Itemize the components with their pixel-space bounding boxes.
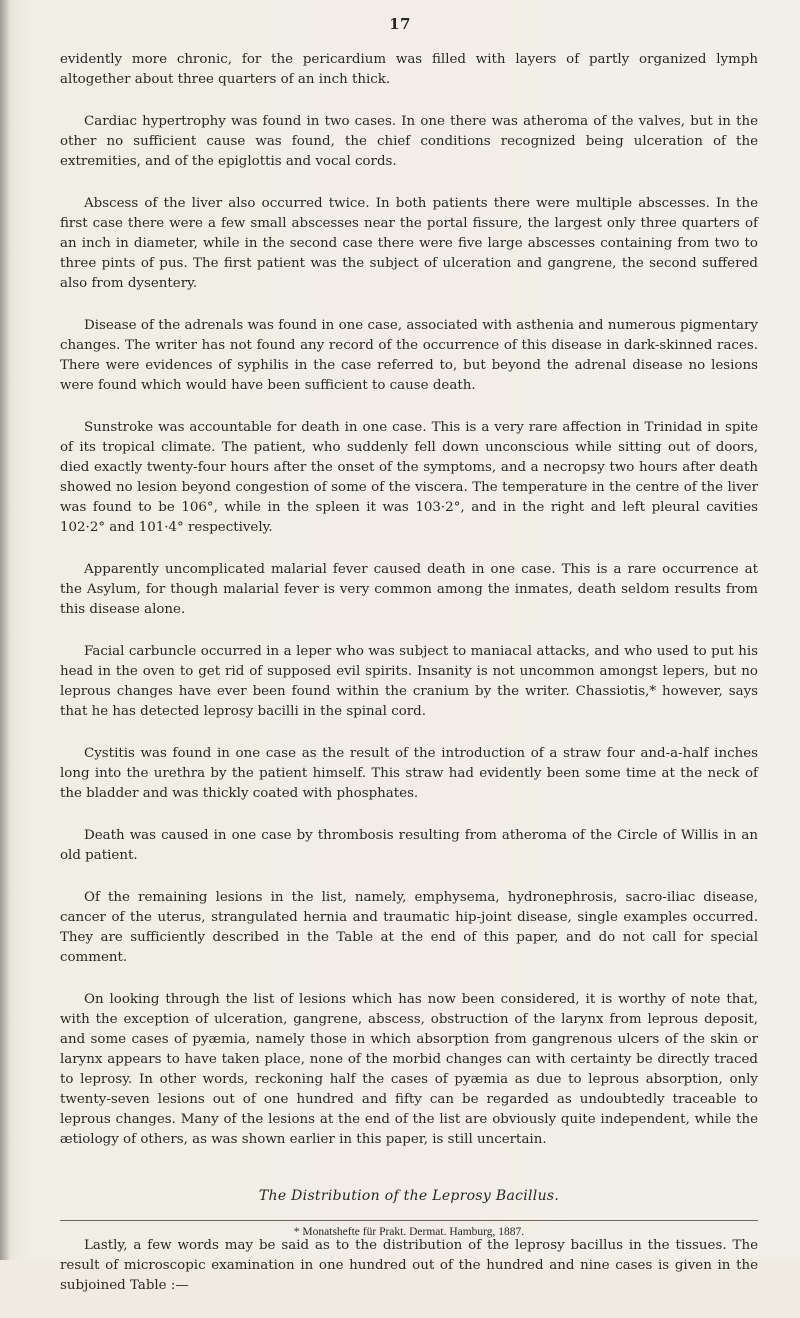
paragraph-bacillus-distribution: Lastly, a few words may be said as to the distribution of the leprosy bacillus in the tissues. The result of microscopic examination in one hundred out of the hundred and nine cases is given in the subjoined Table :—: [60, 1238, 758, 1293]
paragraph-malarial-fever: Apparently uncomplicated malarial fever caused death in one case. This is a rare occurrence at the Asylum, for though malarial fever is very common among the inmates, death seldom results from this disease alone.: [60, 562, 758, 617]
footnote: * Monatshefte für Prakt. Dermat. Hamburg, 1887.: [293, 1226, 525, 1238]
paragraph-continuation: evidently more chronic, for the pericardium was filled with layers of partly organized lymph altogether about three quarters of an inch thick.: [60, 52, 758, 87]
paragraph-lesion-summary: On looking through the list of lesions which has now been considered, it is worthy of note that, with the exception of ulceration, gangrene, abscess, obstruction of the larynx from leprous deposit, and some cases of pyæmia, namely those in which absorption from gangrenous ulcers of the skin or larynx appears to have taken place, none of the morbid changes can with certainty be directly traced to leprosy. In other words, reckoning half the cases of pyæmia as due to leprous absorption, only twenty-seven lesions out of one hundred and fifty can be regarded as undoubtedly traceable to leprous changes. Many of the lesions at the end of the list are obviously quite independent, while the ætiology of others, as was shown earlier in this paper, is still uncertain.: [60, 992, 758, 1147]
paragraph-liver-abscess: Abscess of the liver also occurred twice. In both patients there were multiple abscesses. In the first case there were a few small abscesses near the portal fissure, the largest only three quarters of an inch in diameter, while in the second case there were five large abscesses containing from two to three pints of pus. The first patient was the subject of ulceration and gangrene, the second suffered also from dysentery.: [60, 196, 758, 291]
page-number: 17: [389, 15, 411, 33]
section-heading: The Distribution of the Leprosy Bacillus.: [258, 1188, 560, 1204]
paragraph-cardiac-hypertrophy: Cardiac hypertrophy was found in two cases. In one there was atheroma of the valves, but in the other no sufficient cause was found, the chief conditions recognized being ulceration of the extremities, and of the epiglottis and vocal cords.: [60, 114, 758, 169]
paragraph-thrombosis: Death was caused in one case by thrombosis resulting from atheroma of the Circle of Willis in an old patient.: [60, 828, 758, 863]
footnote-divider: [60, 1220, 758, 1221]
paragraph-remaining-lesions: Of the remaining lesions in the list, namely, emphysema, hydronephrosis, sacro-iliac disease, cancer of the uterus, strangulated hernia and traumatic hip-joint disease, single examples occurred. They are sufficiently described in the Table at the end of this paper, and do not call for special comment.: [60, 890, 758, 965]
binding-shadow: [0, 0, 10, 1260]
paragraph-facial-carbuncle: Facial carbuncle occurred in a leper who was subject to maniacal attacks, and who used to put his head in the oven to get rid of supposed evil spirits. Insanity is not uncommon amongst lepers, but no leprous changes have ever been found within the cranium by the writer. Chassiotis,* however, says that he has detected leprosy bacilli in the spinal cord.: [60, 644, 758, 719]
paragraph-adrenals: Disease of the adrenals was found in one case, associated with asthenia and numerous pigmentary changes. The writer has not found any record of the occurrence of this disease in dark-skinned races. There were evidences of syphilis in the case referred to, but beyond the adrenal disease no lesions were found which would have been sufficient to cause death.: [60, 318, 758, 393]
paragraph-cystitis: Cystitis was found in one case as the result of the introduction of a straw four and-a-half inches long into the urethra by the patient himself. This straw had evidently been some time at the neck of the bladder and was thickly coated with phosphates.: [60, 746, 758, 801]
body-text: [60, 50, 758, 1318]
paragraph-sunstroke: Sunstroke was accountable for death in one case. This is a very rare affection in Trinidad in spite of its tropical climate. The patient, who suddenly fell down unconscious while sitting out of doors, died exactly twenty-four hours after the onset of the symptoms, and a necropsy two hours after death showed no lesion beyond congestion of some of the viscera. The temperature in the centre of the liver was found to be 106°, while in the spleen it was 103·2°, and in the right and left pleural cavities 102·2° and 101·4° respectively.: [60, 420, 758, 535]
